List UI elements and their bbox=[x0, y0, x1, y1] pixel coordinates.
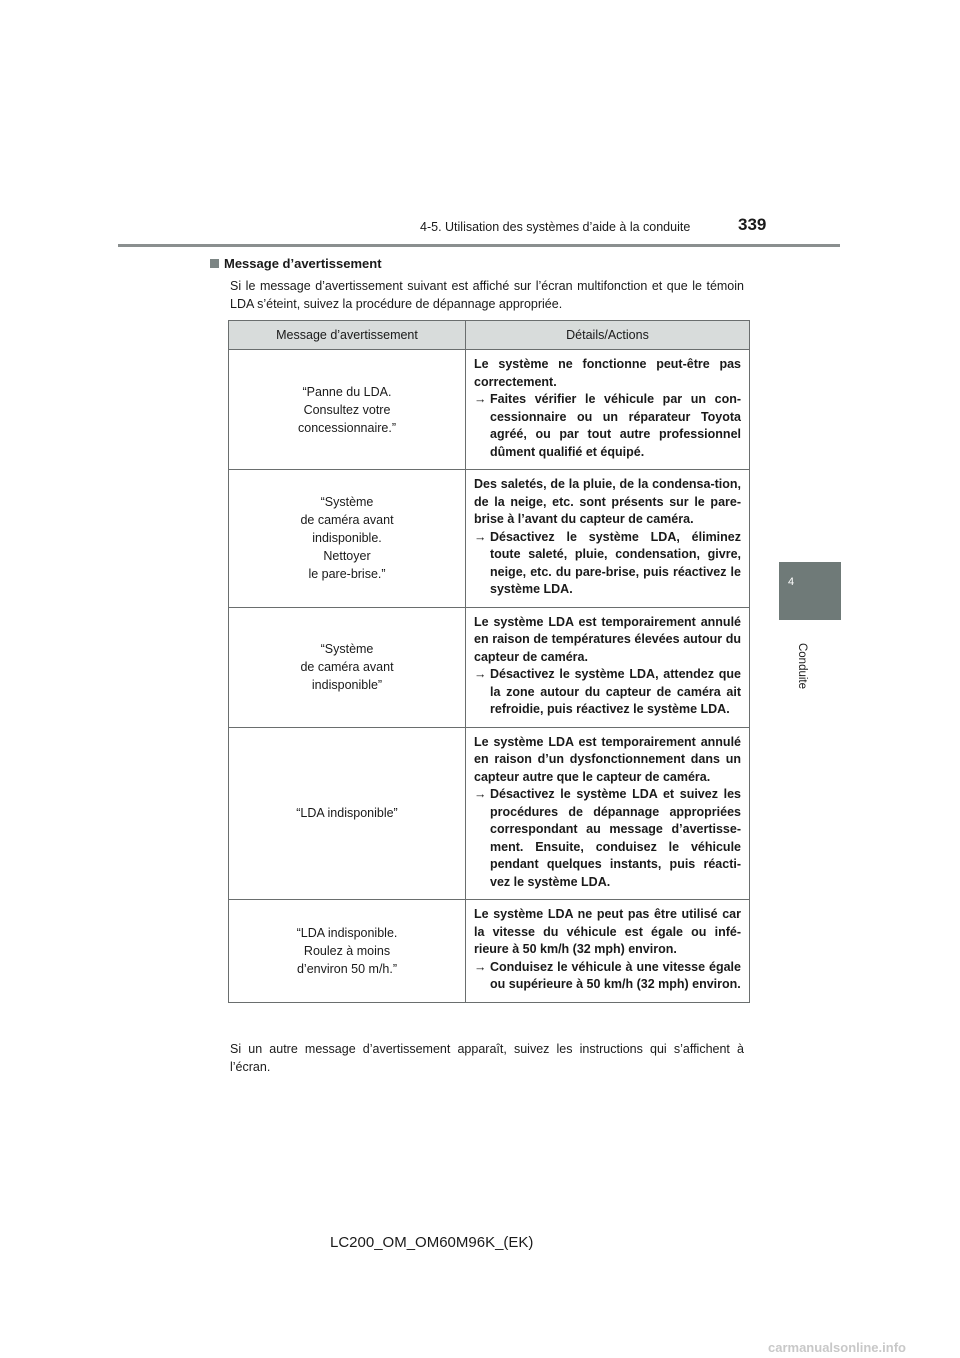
arrow-right-icon: → bbox=[474, 667, 487, 681]
closing-paragraph: Si un autre message d’avertissement apparaît, suivez les instructions qui s’affichent à l’écran. bbox=[230, 1042, 744, 1074]
arrow-right-icon: → bbox=[474, 529, 487, 544]
action-text: Faites vérifier le véhicule par un con-cessionnaire ou un réparateur Toyota agréé, ou par tout autre professionnel dûment qualifié et équipé. bbox=[490, 392, 741, 459]
warning-message-cell bbox=[229, 607, 466, 727]
table-row bbox=[229, 350, 750, 470]
warning-message-line: indisponible” bbox=[311, 678, 383, 692]
action-text: Désactivez le système LDA, éliminez toute saleté, pluie, condensation, givre, neige, etc. du pare-brise, puis réactivez le système LDA. bbox=[490, 529, 741, 596]
action-text: Désactivez le système LDA, attendez que la zone autour du capteur de caméra ait refroidie, puis réactivez le système LDA. bbox=[490, 667, 741, 716]
action-text: Conduisez le véhicule à une vitesse égale ou supérieure à 50 km/h (32 mph) environ. bbox=[490, 959, 741, 991]
details-cell bbox=[466, 727, 750, 900]
table-row bbox=[229, 727, 750, 900]
warning-message-line: le pare-brise.” bbox=[308, 567, 386, 582]
table-header-row bbox=[229, 321, 750, 350]
warning-message-line: “Système bbox=[320, 642, 374, 656]
footer-code: LC200_OM_OM60M96K_(EK) bbox=[330, 1234, 534, 1251]
table-row bbox=[229, 470, 750, 608]
warning-message-line: Consultez votre bbox=[303, 402, 391, 417]
arrow-right-icon: → bbox=[474, 392, 487, 406]
detail-text: Le système ne fonctionne peut-être pas correctement. bbox=[474, 357, 741, 389]
details-cell bbox=[466, 350, 750, 470]
warning-message-line: “Panne du LDA. bbox=[302, 384, 392, 399]
action-text: Désactivez le système LDA et suivez les procédures de dépannage appropriées correspondant au message d’avertisse-ment. Ensuite, conduisez le véhicule pendant quelques instants, puis réacti-vez le système LDA. bbox=[490, 787, 741, 889]
warning-table bbox=[228, 320, 750, 1003]
warning-message-line: “LDA indisponible. bbox=[296, 925, 398, 940]
warning-message-cell bbox=[229, 900, 466, 1003]
page-number: 339 bbox=[738, 215, 767, 234]
action-item bbox=[474, 959, 741, 994]
warning-message-line: concessionnaire.” bbox=[298, 420, 396, 435]
header-rule bbox=[118, 244, 840, 247]
section-intro: Si le message d’avertissement suivant est affiché sur l’écran multifonction et que le témoin LDA s’éteint, suivez la procédure de dépannage appropriée. bbox=[230, 279, 744, 311]
action-item bbox=[474, 529, 741, 599]
warning-message-cell bbox=[229, 470, 466, 608]
details-cell bbox=[466, 607, 750, 727]
section-content bbox=[210, 256, 744, 313]
action-item bbox=[474, 666, 741, 719]
warning-message-line: “LDA indisponible” bbox=[296, 806, 398, 821]
warning-message-line: de caméra avant bbox=[300, 513, 394, 528]
watermark: carmanualsonline.info bbox=[768, 1340, 906, 1355]
section-title bbox=[210, 256, 744, 272]
action-item bbox=[474, 391, 741, 461]
warning-message-line: de caméra avant bbox=[300, 660, 394, 674]
arrow-right-icon: → bbox=[474, 787, 487, 801]
column-header-message: Message d’avertissement bbox=[229, 321, 466, 350]
chapter-label: Conduite bbox=[796, 642, 808, 690]
action-item bbox=[474, 786, 741, 891]
section-title-text: Message d’avertissement bbox=[224, 256, 382, 271]
detail-text: Le système LDA ne peut pas être utilisé car la vitesse du véhicule est égale ou infé-rieure à 50 km/h (32 mph) environ. bbox=[474, 907, 741, 956]
warning-message-line: indisponible. bbox=[312, 531, 382, 546]
details-cell bbox=[466, 470, 750, 608]
details-cell bbox=[466, 900, 750, 1003]
table-row bbox=[229, 900, 750, 1003]
table-row bbox=[229, 607, 750, 727]
detail-text: Le système LDA est temporairement annulé en raison d’un dysfonctionnement dans un capteur autre que le capteur de caméra. bbox=[474, 734, 741, 784]
warning-message-line: Roulez à moins bbox=[303, 943, 391, 958]
header-title: 4-5. Utilisation des systèmes d’aide à la conduite bbox=[420, 220, 691, 234]
warning-message-cell bbox=[229, 727, 466, 900]
detail-text: Des saletés, de la pluie, de la condensa-tion, de la neige, etc. sont présents sur le pare-brise à l’avant du capteur de caméra. bbox=[474, 477, 741, 526]
warning-message-line: d’environ 50 m/h.” bbox=[296, 961, 398, 976]
chapter-tab bbox=[779, 562, 841, 620]
arrow-right-icon: → bbox=[474, 959, 487, 974]
warning-message-cell bbox=[229, 350, 466, 470]
column-header-details: Détails/Actions bbox=[466, 321, 750, 350]
table-body bbox=[229, 350, 750, 1003]
detail-text: Le système LDA est temporairement annulé en raison de températures élevées autour du capteur de caméra. bbox=[474, 614, 741, 664]
warning-message-line: “Système bbox=[320, 495, 374, 510]
square-bullet-icon bbox=[210, 259, 219, 268]
warning-message-line: Nettoyer bbox=[323, 549, 371, 564]
chapter-number: 4 bbox=[788, 576, 795, 588]
